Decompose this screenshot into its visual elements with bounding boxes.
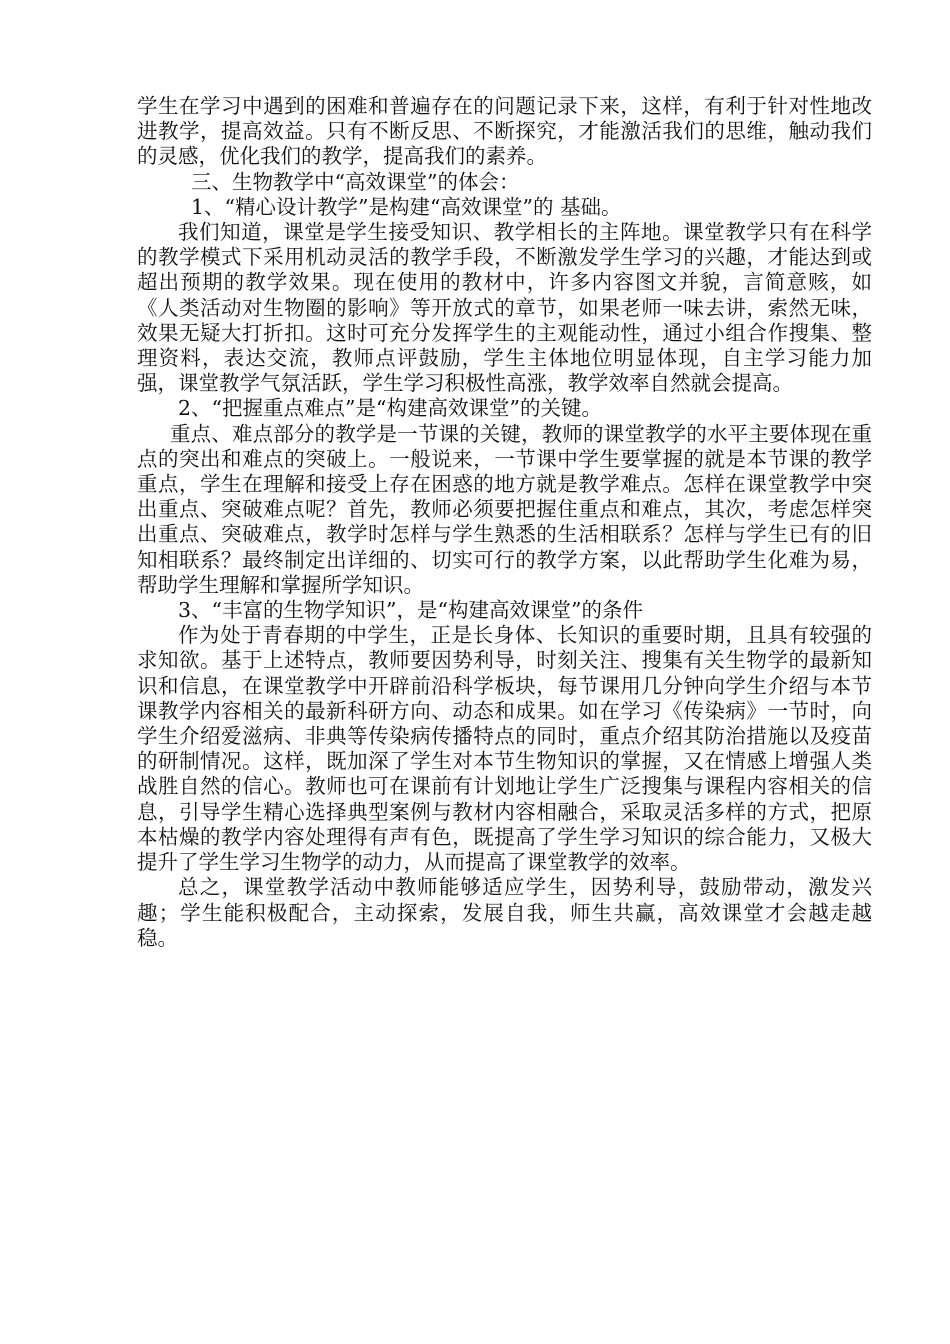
paragraph-conclusion: 总之，课堂教学活动中教师能够适应学生，因势利导，鼓励带动，激发兴趣；学生能积极配合，主动探索，发展自我，师生共赢，高效课堂才会越走越稳。 [137,875,872,950]
subheading-3: 3、“丰富的生物学知识”，是“构建高效课堂”的条件 [178,598,643,623]
section-heading-3: 三、生物教学中“高效课堂”的体会： [191,169,520,194]
paragraph-design-teaching: 我们知道，课堂是学生接受知识、教学相长的主阵地。课堂教学只有在科学的教学模式下采用机动灵活的教学手段，不断激发学生学习的兴趣，才能达到或超出预期的教学效果。现在使用的教材中，许多内容图文并貌，言简意赅，如《人类活动对生物圈的影响》等开放式的章节，如果老师一味去讲，索然无味，效果无疑大打折扣。这时可充分发挥学生的主观能动性，通过小组合作搜集、整理资料，表达交流，教师点评鼓励，学生主体地位明显体现，自主学习能力加强，课堂教学气氛活跃，学生学习积极性高涨，教学效率自然就会提高。 [137,220,872,396]
subheading-1: 1、“精心设计教学”是构建“高效课堂”的 基础。 [191,194,622,219]
paragraph-continuation: 学生在学习中遇到的困难和普遍存在的问题记录下来，这样，有利于针对性地改进教学，提高效益。只有不断反思、不断探究，才能激活我们的思维，触动我们的灵感，优化我们的教学，提高我们的素养。 [137,94,872,169]
document-page [137,94,872,951]
paragraph-key-points: 重点、难点部分的教学是一节课的关键，教师的课堂教学的水平主要体现在重点的突出和难点的突破上。一般说来，一节课中学生要掌握的就是本节课的教学重点，学生在理解和接受上存在困惑的地方就是教学难点。怎样在课堂教学中突出重点、突破难点呢？首先，教师必须要把握住重点和难点，其次，考虑怎样突出重点、突破难点，教学时怎样与学生熟悉的生活相联系？怎样与学生已有的旧知相联系？最终制定出详细的、切实可行的教学方案，以此帮助学生化难为易，帮助学生理解和掌握所学知识。 [137,421,872,597]
subheading-2: 2、“把握重点难点”是“构建高效课堂”的关键。 [178,396,602,421]
paragraph-biology-knowledge: 作为处于青春期的中学生，正是长身体、长知识的重要时期，且具有较强的求知欲。基于上述特点，教师要因势利导，时刻关注、搜集有关生物学的最新知识和信息，在课堂教学中开辟前沿科学板块，每节课用几分钟向学生介绍与本节课教学内容相关的最新科研方向、动态和成果。如在学习《传染病》一节时，向学生介绍爱滋病、非典等传染病传播特点的同时，重点介绍其防治措施以及疫苗的研制情况。这样，既加深了学生对本节生物知识的掌握，又在情感上增强人类战胜自然的信心。教师也可在课前有计划地让学生广泛搜集与课程内容相关的信息，引导学生精心选择典型案例与教材内容相融合，采取灵活多样的方式，把原本枯燥的教学内容处理得有声有色，既提高了学生学习知识的综合能力，又极大提升了学生学习生物学的动力，从而提高了课堂教学的效率。 [137,623,872,875]
